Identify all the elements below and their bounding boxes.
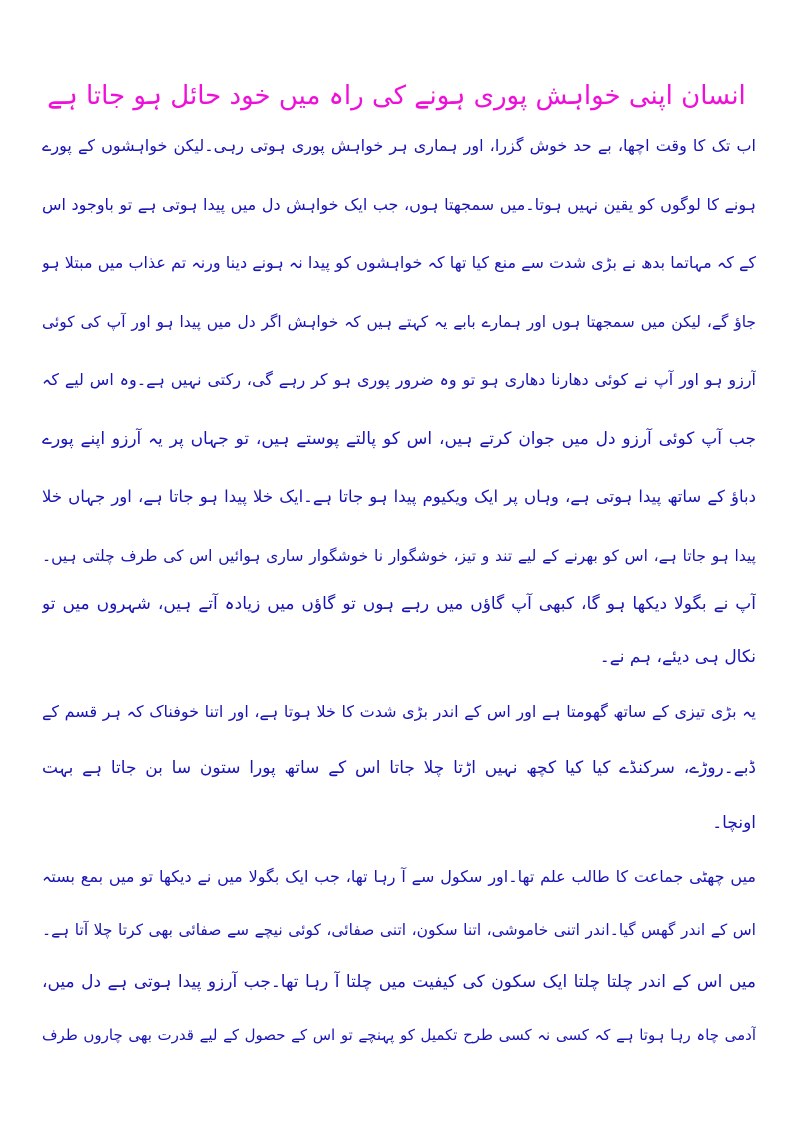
text-line: اونچا۔ [712, 813, 756, 833]
text-line: یہ بڑی تیزی کے ساتھ گھومتا ہے اور اس کے اندر بڑی شدت کا خلا ہوتا ہے، اور اتنا خوفناک کہ ہر قسم کے [42, 702, 756, 721]
text-line: پیدا ہو جاتا ہے، اس کو بھرنے کے لیے تند و تیز، خوشگوار نا خوشگوار ساری ہوائیں اس کی طرف چلتی ہیں۔ [42, 547, 756, 565]
text-line: دباؤ کے ساتھ پیدا ہوتی ہے، وہاں پر ایک ویکیوم پیدا ہو جاتا ہے۔ایک خلا پیدا ہو جاتا ہے، اور جہاں خلا [42, 487, 756, 506]
text-line: جاؤ گے، لیکن میں سمجھتا ہوں اور ہمارے بابے یہ کہتے ہیں کہ خواہش اگر دل میں پیدا ہو اور آپ کی کوئی [42, 313, 756, 331]
text-line: اس کے اندر گھس گیا۔اندر اتنی خاموشی، اتنا سکون، اتنی صفائی، کوئی نیچے سے صفائی بھی کرتا چلا آتا ہے۔ [42, 921, 756, 939]
text-line: نکال ہی دیئے، ہم نے۔ [599, 647, 756, 667]
text-line: ہونے کا لوگوں کو یقین نہیں ہوتا۔میں سمجھتا ہوں، جب ایک خواہش دل میں پیدا ہوتی ہے تو باوجود اس [42, 195, 756, 214]
text-line: میں چھٹی جماعت کا طالب علم تھا۔اور سکول سے آ رہا تھا، جب ایک بگولا میں نے دیکھا تو میں بمع بستہ [42, 867, 756, 886]
text-line: آدمی چاہ رہا ہوتا ہے کہ کسی نہ کسی طرح تکمیل کو پہنچے تو اس کے حصول کے لیے قدرت بھی چاروں طرف [42, 1026, 756, 1044]
article-body [42, 135, 756, 1046]
text-line: آرزو ہو اور آپ نے کوئی دھارنا دھاری ہو تو وہ ضرور پوری ہو کر رہے گی، رکتی نہیں ہے۔وہ اس لیے کہ [42, 370, 756, 389]
text-line: جب آپ کوئی آرزو دل میں جوان کرتے ہیں، اس کو پالتے پوستے ہیں، تو جہاں پر یہ آرزو اپنے پورے [42, 429, 756, 449]
text-line: ڈبے۔روڑے، سرکنڈے کیا کیا کچھ نہیں اڑتا چلا جاتا اس کے ساتھ پورا ستون سا بن جاتا ہے بہت [42, 758, 756, 778]
text-line: میں اس کے اندر چلتا چلتا ایک سکون کی کیفیت میں چلتا آ رہا تھا۔جب آرزو پیدا ہوتی ہے دل میں، [42, 972, 756, 992]
text-line: آپ نے بگولا دیکھا ہو گا، کبھی آپ گاؤں میں رہے ہوں تو گاؤں میں زیادہ آتے ہیں، شہروں میں تو [42, 594, 756, 614]
text-line: اب تک کا وقت اچھا، بے حد خوش گزرا، اور ہماری ہر خواہش پوری ہوتی رہی۔لیکن خواہشوں کے پورے [42, 136, 756, 155]
text-line: کے کہ مہاتما بدھ نے بڑی شدت سے منع کیا تھا کہ خواہشوں کو پیدا نہ ہونے دینا ورنہ تم عذاب میں مبتلا ہو [42, 253, 756, 272]
page-title: انسان اپنی خواہش پوری ہونے کی راہ میں خود حائل ہو جاتا ہے [47, 81, 746, 111]
